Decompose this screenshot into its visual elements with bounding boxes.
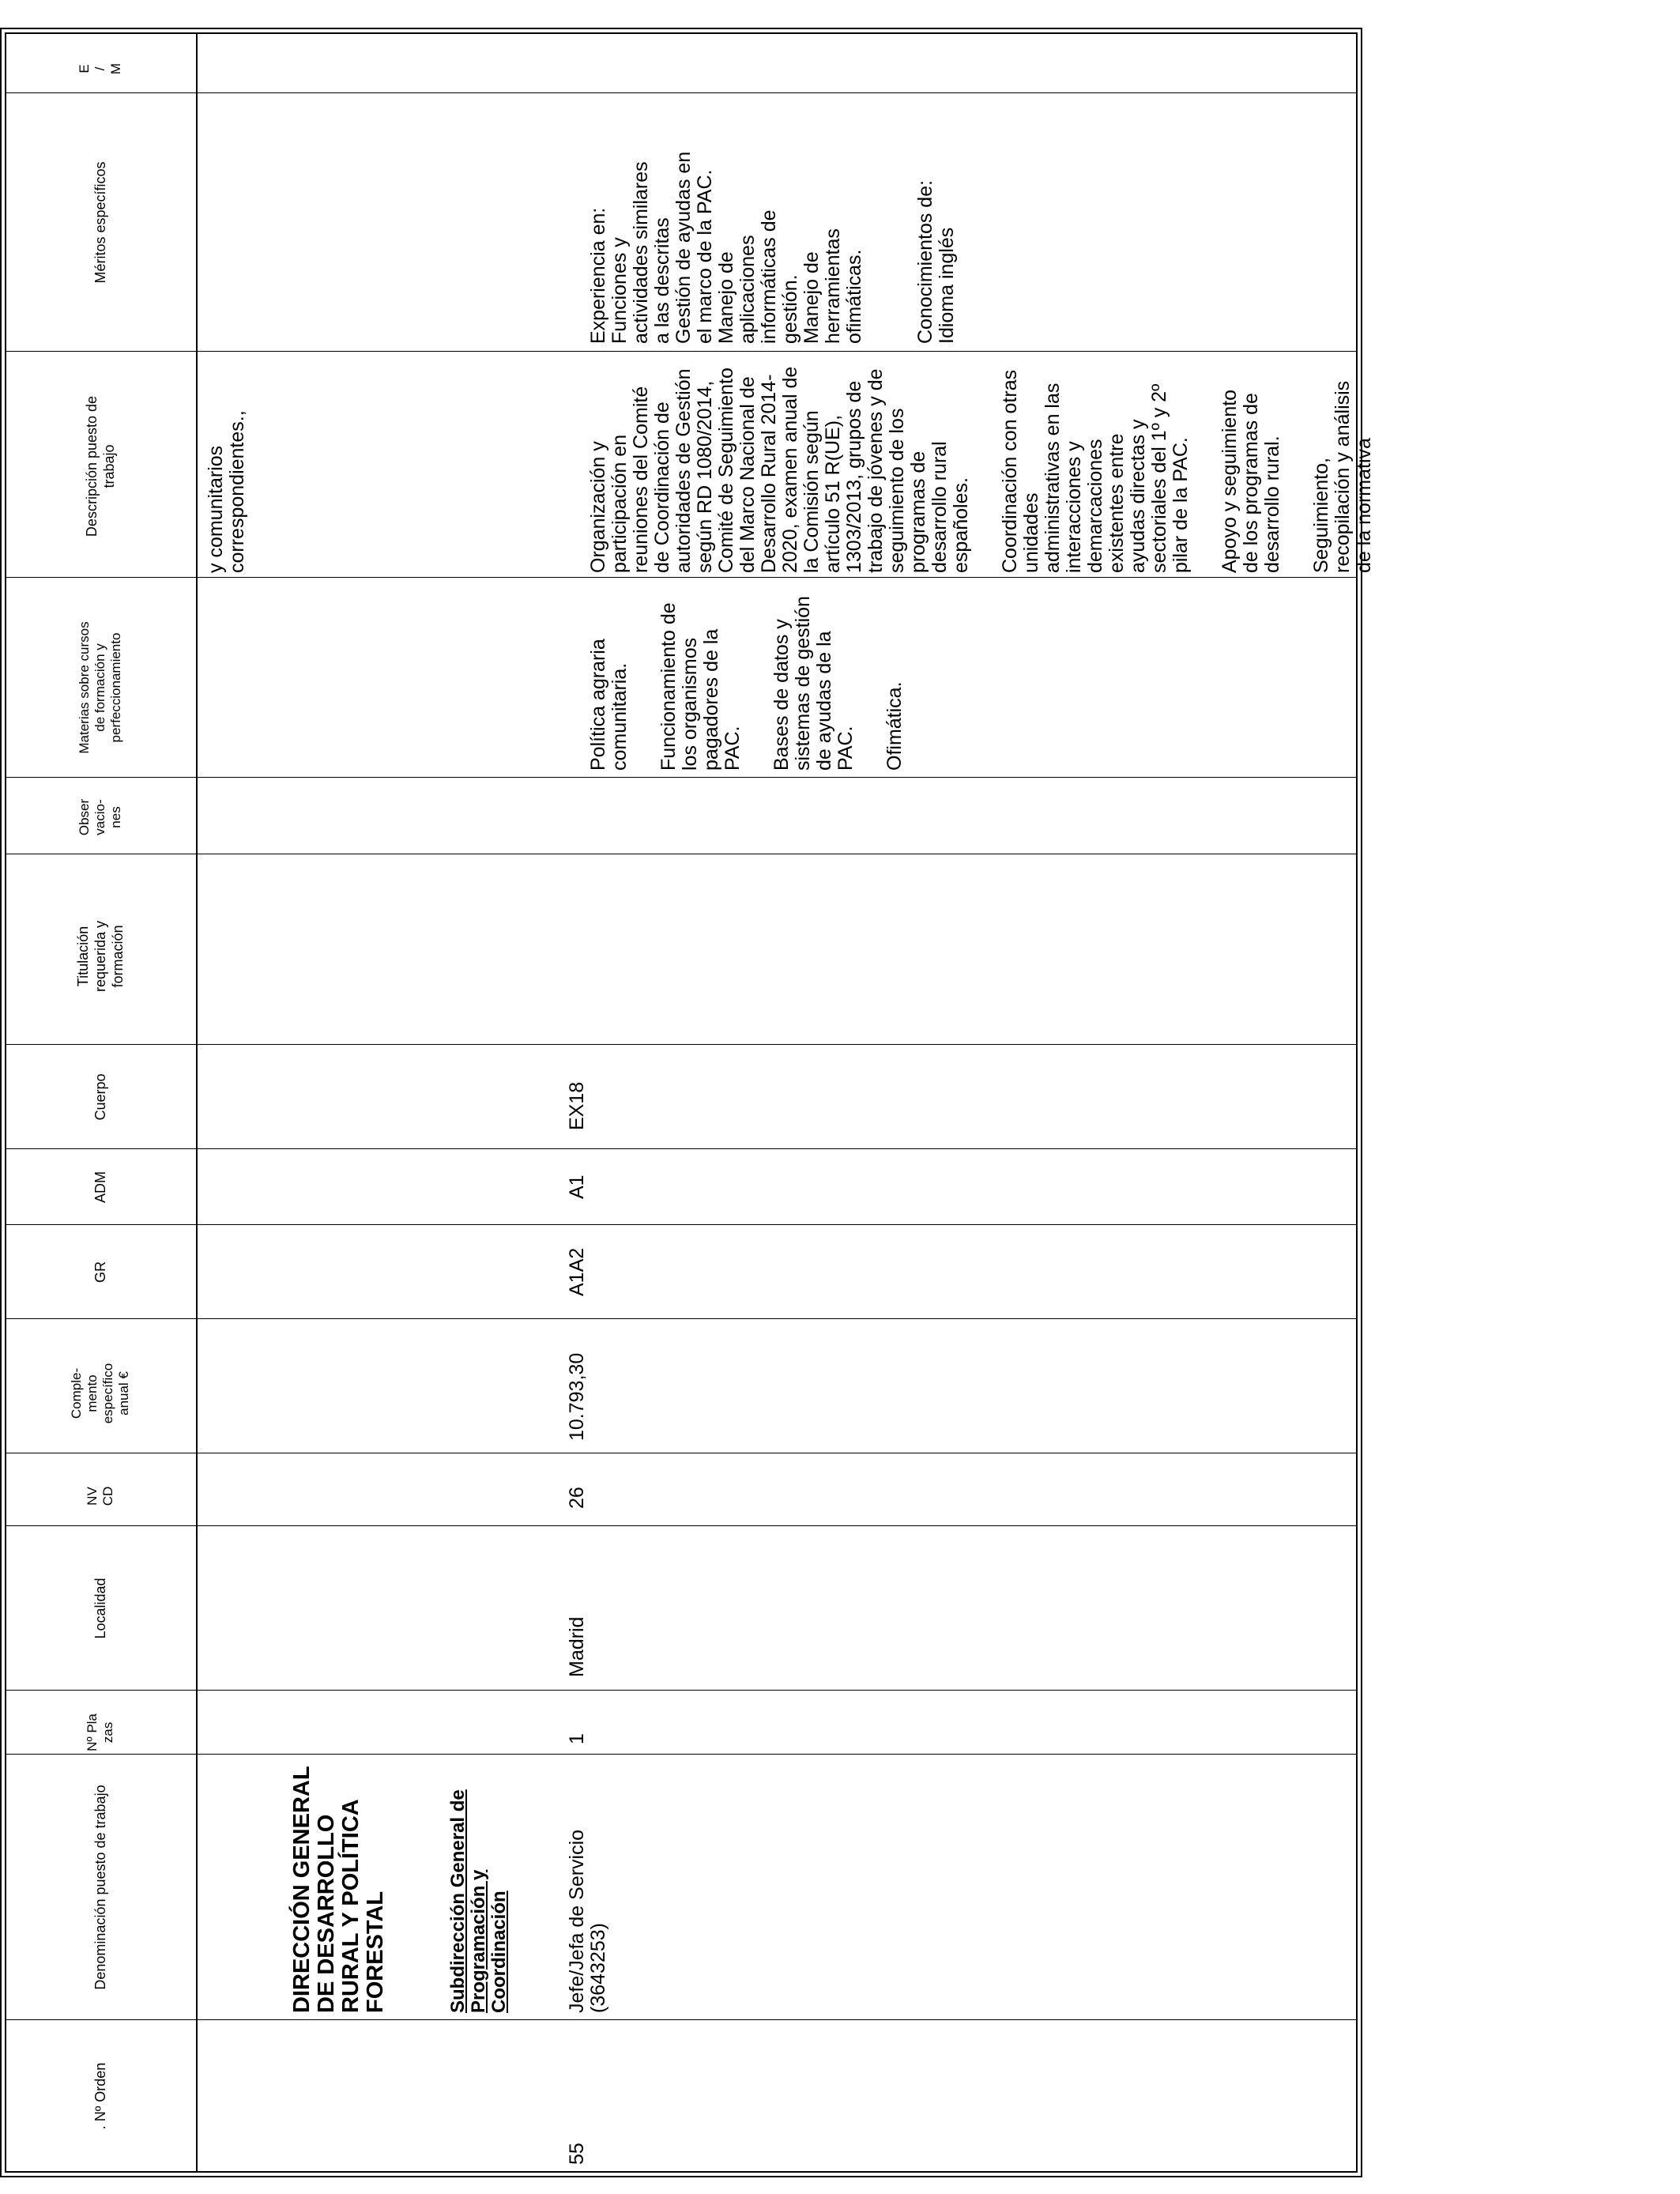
row-nivel: 26 <box>566 1487 588 1509</box>
col-line <box>5 1525 1358 1526</box>
subdepartment-heading: Subdirección General de Programación y Coordinación <box>447 1789 510 2013</box>
row-localidad: Madrid <box>566 1616 588 1677</box>
header-complemento: Comple- mento específico anual € <box>69 1363 131 1424</box>
col-line <box>5 1318 1358 1319</box>
col-line <box>5 92 1358 93</box>
header-em: E / M <box>77 62 123 75</box>
materia-item: Política agraria comunitaria. <box>587 639 631 771</box>
row-orden: 55 <box>566 2143 588 2165</box>
materia-item: Funcionamiento de los organismos pagadores de la PAC. <box>657 602 744 771</box>
row-denominacion: Jefe/Jefa de Servicio (3643253) <box>566 1829 609 2013</box>
header-denominacion: Denominación puesto de trabajo <box>92 1785 108 1990</box>
rotated-table <box>0 28 1375 2185</box>
header-meritos: Méritos específicos <box>92 161 108 284</box>
header-descripcion: Descripción puesto de trabajo <box>84 395 117 537</box>
row-meritos <box>567 99 985 344</box>
row-descripcion <box>567 348 1403 573</box>
materia-item: Bases de datos y sistemas de gestión de ayudas de la PAC. <box>770 596 857 771</box>
descripcion-item: Seguimiento, recopilación y análisis de la normativa <box>1310 380 1375 573</box>
col-line <box>5 1690 1358 1691</box>
header-localidad: Localidad <box>92 1578 108 1639</box>
col-line <box>5 1224 1358 1225</box>
descripcion-item: Apoyo y seguimiento de los programas de desarrollo rural. <box>1219 389 1283 573</box>
header-cuerpo: Cuerpo <box>92 1073 108 1121</box>
department-heading: DIRECCIÓN GENERAL DE DESARROLLO RURAL Y POLÍTICA FORESTAL <box>289 1766 388 2013</box>
row-adm: A1 <box>566 1174 588 1199</box>
header-materias: Materias sobre cursos de formación y perfeccionamiento <box>77 621 123 754</box>
header-gr: GR <box>92 1261 108 1283</box>
header-orden: . Nº Orden <box>92 2062 108 2130</box>
row-complemento: 10.793,30 <box>566 1352 588 1441</box>
col-line <box>5 577 1358 578</box>
header-adm: ADM <box>92 1171 108 1203</box>
header-nivel: NV CD <box>85 1486 115 1506</box>
header-separator <box>196 32 198 2173</box>
meritos-item: Experiencia en: Funciones y actividades similares a las descritas Gestión de ayudas en el marco de la PAC. Manejo de aplicaciones informáticas de gestión. Manejo de herramientas ofimáticas. <box>587 151 865 344</box>
header-observaciones: Obser vacio- nes <box>77 798 123 836</box>
materia-item: Ofimática. <box>883 681 906 771</box>
header-plazas: Nº Pla zas <box>85 1713 115 1751</box>
row-cuerpo: EX18 <box>566 1081 588 1130</box>
header-titulacion: Titulación requerida y formación <box>75 920 126 993</box>
col-line <box>5 1044 1358 1045</box>
col-line <box>5 1754 1358 1755</box>
descripcion-continuation: y comunitarios correspondientes., <box>205 410 248 573</box>
descripcion-item: Organización y participación en reuniones del Comité de Coordinación de autoridades de Gestión según RD 1080/2014, Comité de Seguimiento del Marco Nacional de Desarrollo Rural 2014- 2020, examen anual de la Comisión según artículo 51 R(UE), 1303/2013, grupos de trabajo de jóvenes y de seguimiento de los programas de desarrollo rural españoles. <box>587 366 972 573</box>
meritos-item: Conocimientos de: Idioma inglés <box>914 179 958 344</box>
row-materias <box>567 581 933 771</box>
col-line <box>5 1148 1358 1149</box>
col-line <box>5 2019 1358 2020</box>
row-gr: A1A2 <box>566 1247 588 1296</box>
col-line <box>5 777 1358 778</box>
descripcion-item: Coordinación con otras unidades administrativas en las interacciones y demarcaciones existentes entre ayudas directas y sectoriales del 1º y 2º pilar de la PAC. <box>999 369 1192 573</box>
row-plazas: 1 <box>566 1733 588 1744</box>
